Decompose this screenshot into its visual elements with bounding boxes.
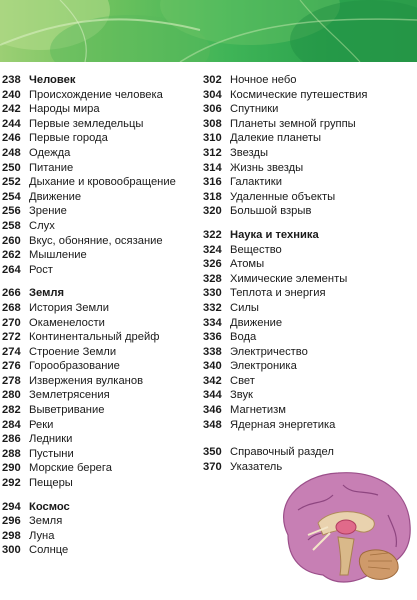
toc-entry-title: Земля [29, 287, 64, 300]
toc-page-number: 242 [2, 103, 21, 116]
toc-left-column [2, 73, 198, 558]
toc-entry [2, 432, 198, 447]
toc-entry-title: Окаменелости [29, 316, 105, 329]
toc-page-number: 350 [203, 446, 222, 459]
toc-entry [203, 243, 413, 258]
toc-entry [2, 146, 198, 161]
toc-page-number: 342 [203, 374, 222, 387]
toc-entry [2, 543, 198, 558]
toc-page-number: 280 [2, 389, 21, 402]
toc-entry-title: Вещество [230, 243, 282, 256]
toc-page-number: 302 [203, 74, 222, 86]
toc-entry [2, 175, 198, 190]
toc-page-number: 332 [203, 301, 222, 314]
toc-entry [203, 286, 413, 301]
toc-entry-title: Ночное небо [230, 74, 297, 86]
toc-entry-title: Космос [29, 500, 70, 513]
toc-entry-title: Пещеры [29, 477, 73, 490]
toc-entry-title: Далекие планеты [230, 132, 322, 145]
toc-page-number: 338 [203, 345, 222, 358]
toc-entry-title: История Земли [29, 301, 109, 314]
toc-page-number: 294 [2, 500, 21, 513]
toc-page-number: 314 [203, 161, 222, 174]
toc-entry-title: Мышление [29, 249, 87, 262]
toc-page-number: 270 [2, 316, 21, 329]
section-gap [203, 219, 413, 228]
toc-entry [203, 301, 413, 316]
toc-page-number: 304 [203, 88, 222, 101]
toc-entry-title: Питание [29, 161, 74, 174]
toc-entry [203, 131, 413, 146]
toc-page-number: 254 [2, 190, 21, 203]
toc-page-number: 256 [2, 205, 21, 218]
toc-entry-title: Зрение [29, 205, 67, 218]
toc-page-number: 248 [2, 146, 21, 159]
toc-entry [2, 476, 198, 491]
toc-entry-title: Магнетизм [230, 404, 286, 417]
toc-entry-title: Первые города [29, 132, 108, 145]
toc-entry-title: Ледники [29, 433, 73, 446]
toc-page-number: 326 [203, 258, 222, 271]
toc-entry [203, 374, 413, 389]
toc-entry-title: Большой взрыв [230, 205, 312, 218]
toc-page-number: 260 [2, 234, 21, 247]
toc-entry-title: Человек [29, 74, 76, 86]
toc-entry [2, 190, 198, 205]
toc-entry [203, 102, 413, 117]
toc-entry-title: Теплота и энергия [230, 287, 326, 300]
toc-entry-title: Луна [29, 529, 55, 542]
toc-entry-title: Движение [230, 316, 283, 329]
section-gap [2, 277, 198, 286]
toc-entry-title: Ядерная энергетика [230, 418, 336, 431]
toc-page-number: 334 [203, 316, 222, 329]
toc-section-heading [2, 500, 198, 515]
toc-entry-title: Дыхание и кровообращение [29, 176, 176, 189]
toc-entry [2, 131, 198, 146]
toc-entry [2, 248, 198, 263]
toc-entry [203, 359, 413, 374]
toc-page-number: 298 [2, 529, 21, 542]
toc-entry [2, 102, 198, 117]
toc-page-number: 340 [203, 360, 222, 373]
toc-page-number: 292 [2, 477, 21, 490]
toc-entry [2, 529, 198, 544]
toc-entry-title: Слух [29, 219, 55, 232]
toc-page-number: 330 [203, 287, 222, 300]
toc-entry [2, 359, 198, 374]
toc-entry-title: Химические элементы [230, 272, 348, 285]
toc-entry [2, 219, 198, 234]
toc-entry-title: Рост [29, 263, 53, 276]
toc-entry [203, 403, 413, 418]
toc-entry-title: Планеты земной группы [230, 117, 356, 130]
toc-page-number: 286 [2, 433, 21, 446]
toc-page-number: 266 [2, 287, 21, 300]
toc-entry [2, 403, 198, 418]
toc-section-heading [2, 73, 198, 88]
toc-page-number: 320 [203, 205, 222, 218]
toc-page-number: 310 [203, 132, 222, 145]
toc-entry-title: Народы мира [29, 103, 100, 116]
toc-entry [2, 316, 198, 331]
toc-entry-title: Выветривание [29, 404, 105, 417]
toc-page-number: 344 [203, 389, 222, 402]
toc-entry [203, 73, 413, 88]
section-gap [203, 432, 413, 445]
toc-section-heading [203, 228, 413, 243]
toc-entry-title: Звезды [230, 146, 269, 159]
toc-entry [203, 445, 413, 460]
toc-entry-title: Одежда [29, 146, 71, 159]
toc-entry [2, 447, 198, 462]
toc-page-number: 252 [2, 176, 21, 189]
toc-page-number: 348 [203, 418, 222, 431]
toc-entry [203, 88, 413, 103]
toc-entry-title: Атомы [230, 258, 265, 271]
toc-entry-title: Происхождение человека [29, 88, 163, 101]
toc-entry-title: Свет [230, 374, 255, 387]
toc-page-number: 324 [203, 243, 222, 256]
toc-entry-title: Солнце [29, 544, 69, 557]
toc-page-number: 258 [2, 219, 21, 232]
toc-entry-title: Электричество [230, 345, 308, 358]
toc-entry [203, 330, 413, 345]
toc-entry-title: Галактики [230, 176, 282, 189]
toc-entry [203, 161, 413, 176]
toc-page-number: 290 [2, 462, 21, 475]
toc-entry-title: Указатель [230, 460, 283, 473]
toc-entry [2, 204, 198, 219]
toc-entry [2, 418, 198, 433]
toc-entry-title: Строение Земли [29, 345, 117, 358]
toc-entry-title: Звук [230, 389, 253, 402]
toc-entry-title: Реки [29, 418, 54, 431]
toc-entry [203, 190, 413, 205]
toc-page-number: 272 [2, 331, 21, 344]
toc-page-number: 240 [2, 88, 21, 101]
toc-page-number: 250 [2, 161, 21, 174]
toc-entry [2, 345, 198, 360]
toc-entry-title: Наука и техника [230, 228, 319, 241]
toc-entry-title: Пустыни [29, 447, 74, 460]
toc-page-number: 238 [2, 74, 21, 86]
toc-page-number: 318 [203, 190, 222, 203]
toc-entry-title: Земля [29, 515, 63, 528]
toc-entry [203, 345, 413, 360]
toc-entry [2, 514, 198, 529]
toc-entry [203, 146, 413, 161]
toc-entry [203, 175, 413, 190]
leaf-banner [0, 0, 417, 62]
toc-page-number: 306 [203, 103, 222, 116]
toc-entry [203, 272, 413, 287]
toc-entry [203, 117, 413, 132]
toc-page-number: 244 [2, 117, 21, 130]
toc-entry-title: Землетрясения [29, 389, 110, 402]
toc-right-column [203, 73, 413, 474]
toc-entry-title: Жизнь звезды [230, 161, 304, 174]
toc-entry-title: Силы [230, 301, 259, 314]
toc-entry [2, 388, 198, 403]
toc-entry [2, 330, 198, 345]
toc-entry [2, 234, 198, 249]
toc-page-number: 300 [2, 544, 21, 557]
toc-entry [2, 374, 198, 389]
toc-page-number: 370 [203, 460, 222, 473]
toc-entry-title: Справочный раздел [230, 446, 334, 459]
toc-entry [2, 88, 198, 103]
toc-page-number: 268 [2, 301, 21, 314]
toc-page-number: 336 [203, 331, 222, 344]
toc-entry-title: Извержения вулканов [29, 374, 144, 387]
toc-entry [203, 204, 413, 219]
toc-entry-title: Космические путешествия [230, 88, 368, 101]
toc-entry-title: Морские берега [29, 462, 112, 475]
toc-entry-title: Движение [29, 190, 82, 203]
toc-page-number: 316 [203, 176, 222, 189]
brain-illustration [268, 465, 414, 595]
toc-page-number: 284 [2, 418, 21, 431]
toc-entry [2, 301, 198, 316]
toc-page-number: 278 [2, 374, 21, 387]
toc-entry [2, 161, 198, 176]
toc-page-number: 264 [2, 263, 21, 276]
toc-entry-title: Вода [230, 331, 257, 344]
toc-entry [203, 316, 413, 331]
toc-page-number: 308 [203, 117, 222, 130]
toc-page-number: 346 [203, 404, 222, 417]
toc-entry-title: Спутники [230, 103, 279, 116]
toc-entry-title: Удаленные объекты [230, 190, 336, 203]
toc-page-number: 322 [203, 228, 222, 241]
toc-entry [203, 418, 413, 433]
section-gap [2, 491, 198, 500]
toc-entry-title: Вкус, обоняние, осязание [29, 234, 163, 247]
toc-section-heading [2, 286, 198, 301]
toc-page-number: 246 [2, 132, 21, 145]
toc-page-number: 274 [2, 345, 21, 358]
toc-entry-title: Континентальный дрейф [29, 331, 160, 344]
toc-page-number: 312 [203, 146, 222, 159]
toc-entry [203, 257, 413, 272]
toc-entry [2, 461, 198, 476]
leaf-banner-art [0, 0, 417, 62]
toc-entry-title: Первые земледельцы [29, 117, 144, 130]
toc-page-number: 276 [2, 360, 21, 373]
toc-page-number: 282 [2, 404, 21, 417]
toc-entry-title: Электроника [230, 360, 297, 373]
toc-page-number: 296 [2, 515, 21, 528]
toc-page-number: 262 [2, 249, 21, 262]
toc-page-number: 328 [203, 272, 222, 285]
toc-entry [203, 388, 413, 403]
toc-page-number: 288 [2, 447, 21, 460]
toc-entry-title: Горообразование [29, 360, 120, 373]
toc-entry [2, 263, 198, 278]
toc-entry [2, 117, 198, 132]
